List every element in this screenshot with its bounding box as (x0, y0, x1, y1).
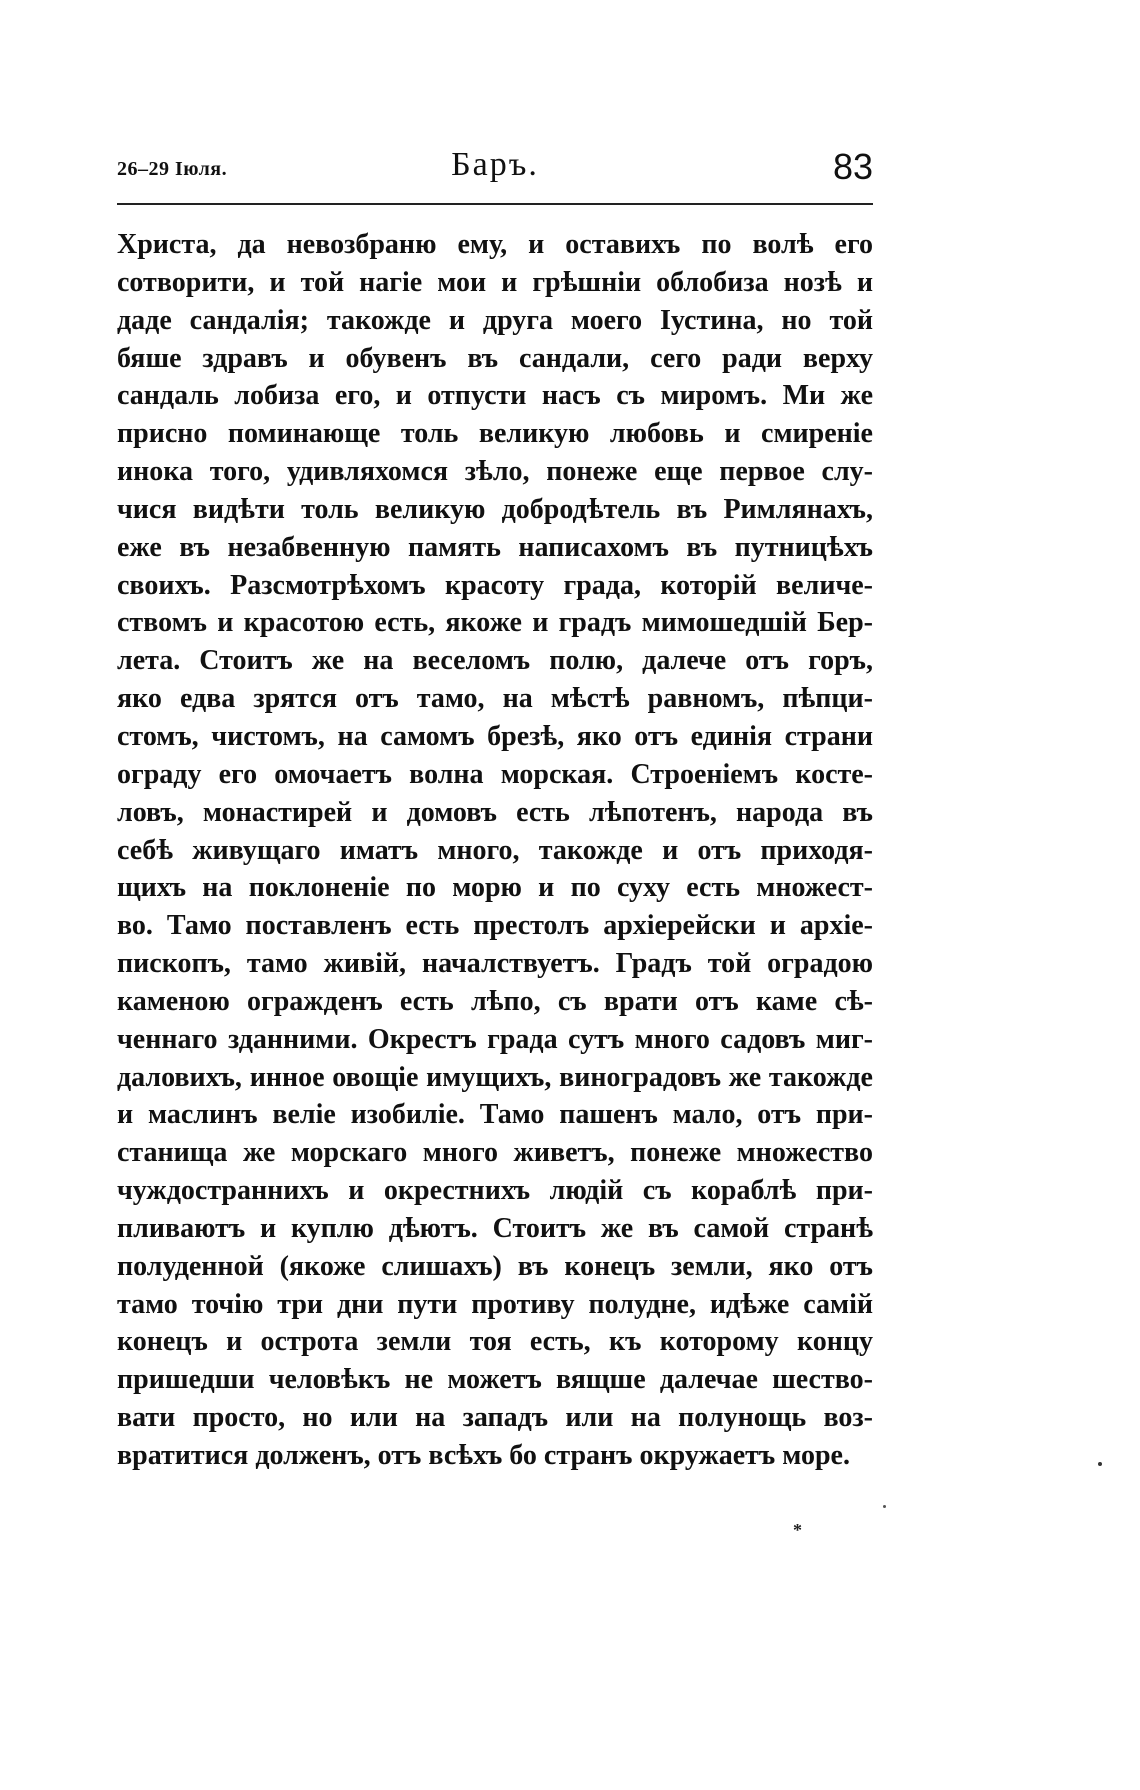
text-line: яко едва зрятся отъ тамо, на мѣстѣ равномъ, пѣпци- (117, 683, 873, 715)
header-title: Баръ. (451, 146, 539, 183)
text-line: стомъ, чистомъ, на самомъ брезѣ, яко отъ единія страни (117, 720, 873, 752)
text-line: бяше здравъ и обувенъ въ сандали, сего ради верху (117, 342, 873, 374)
text-line: каменою огражденъ есть лѣпо, съ врати отъ каме сѣ- (117, 985, 873, 1017)
text-line: чуждостраннихъ и окрестнихъ людій съ кораблѣ при- (117, 1175, 873, 1207)
text-line: ченнаго зданними. Окрестъ града сутъ много садовъ миг- (117, 1023, 873, 1055)
text-line: пришедши человѣкъ не можетъ вящше далечае шество- (117, 1364, 873, 1396)
text-line: даде сандалія; такожде и друга моего Іустина, но той (117, 304, 873, 336)
text-line: вати просто, но или на западъ или на полунощь воз- (117, 1402, 873, 1434)
running-header (117, 146, 873, 200)
text-line: еже въ незабвенную память написахомъ въ путницѣхъ (117, 531, 873, 563)
text-line: инока того, удивляхомся зѣло, понеже еще первое слу- (117, 456, 873, 488)
speck-mark (1098, 1462, 1102, 1466)
text-line: даловихъ, инное овощіе имущихъ, виноградовъ же такожде (117, 1061, 873, 1093)
text-line: станища же морскаго много живетъ, понеже множество (117, 1137, 873, 1169)
text-line: и маслинъ веліе изобиліе. Тамо пашенъ мало, отъ при- (117, 1099, 873, 1131)
text-line: чися видѣти толь великую добродѣтель въ Римлянахъ, (117, 493, 873, 525)
text-line: сандаль лобиза его, и отпусти насъ съ миромъ. Ми же (117, 380, 873, 412)
page-number: 83 (832, 146, 873, 187)
text-line: полуденной (якоже слишахъ) въ конецъ земли, яко отъ (117, 1250, 873, 1282)
end-mark: * (793, 1520, 802, 1540)
text-line: себѣ живущаго иматъ много, такожде и отъ приходя- (117, 834, 873, 866)
text-line: конецъ и острота земли тоя есть, къ которому концу (117, 1326, 873, 1358)
text-line: Христа, да невозбраню ему, и оставихъ по волѣ его (117, 229, 873, 260)
header-date: 26–29 Іюля. (117, 158, 228, 180)
text-line: присно поминающе толь великую любовь и смиреніе (117, 418, 873, 450)
header-rule (117, 203, 873, 205)
text-line: вратитися долженъ, отъ всѣхъ бо странъ окружаетъ море. (117, 1440, 850, 1471)
text-line: пископъ, тамо живій, началствуетъ. Градъ той оградою (117, 948, 873, 980)
text-line: во. Тамо поставленъ есть престолъ архіерейски и архіе- (117, 910, 873, 942)
text-line: сотворити, и той нагіе мои и грѣшніи облобиза нозѣ и (117, 266, 873, 298)
text-line: своихъ. Разсмотрѣхомъ красоту града, которій величе- (117, 569, 873, 601)
text-line: ствомъ и красотою есть, якоже и градъ мимошедшій Бер- (117, 607, 873, 639)
body-text (117, 226, 873, 1475)
text-line: лета. Стоитъ же на веселомъ полю, далече отъ горъ, (117, 645, 873, 677)
text-line: пливаютъ и куплю дѣютъ. Стоитъ же въ самой странѣ (117, 1212, 873, 1244)
speck-mark (883, 1505, 886, 1508)
text-line: щихъ на поклоненіе по морю и по суху есть множест- (117, 872, 873, 904)
text-line: тамо точію три дни пути противу полудне, идѣже самій (117, 1288, 873, 1320)
text-line: ограду его омочаетъ волна морская. Строеніемъ косте- (117, 758, 873, 790)
text-line: ловъ, монастирей и домовъ есть лѣпотенъ, народа въ (117, 796, 873, 828)
